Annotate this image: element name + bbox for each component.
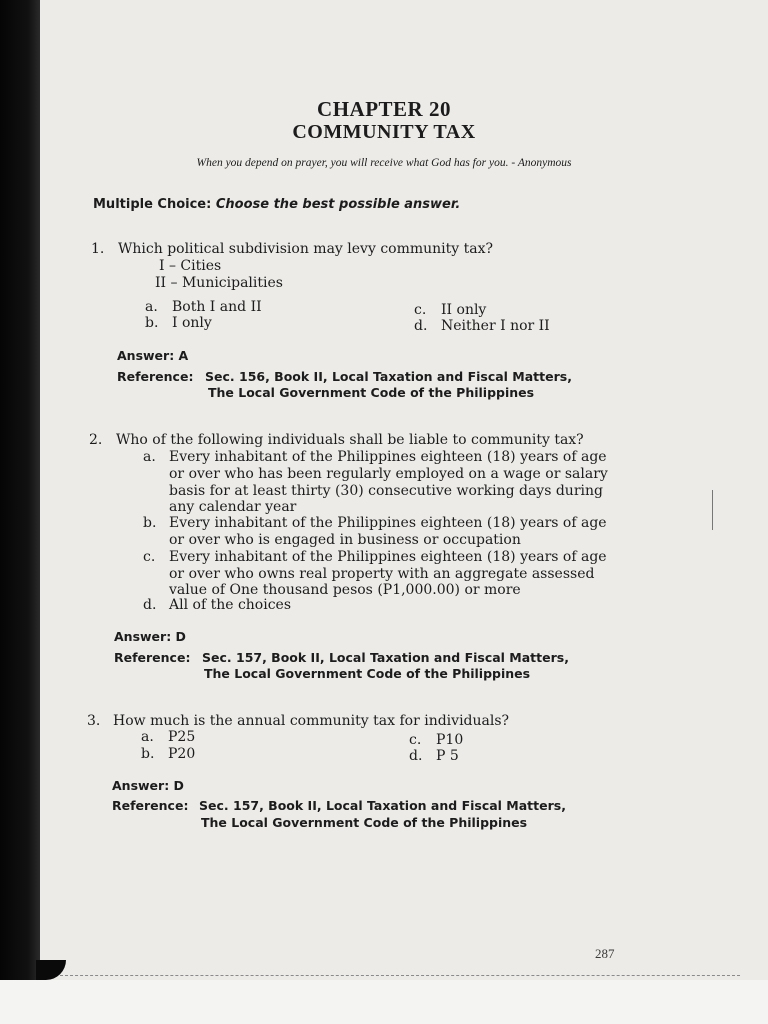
- choice-letter: d.: [414, 318, 428, 334]
- choice-letter: b.: [141, 746, 155, 762]
- choice-text: any calendar year: [169, 499, 297, 515]
- choice-text: basis for at least thirty (30) consecutive working days during: [169, 483, 603, 499]
- question-number: 2.: [89, 432, 103, 448]
- question-number: 3.: [87, 713, 101, 729]
- choice-text: Both I and II: [172, 299, 262, 315]
- reference-label: Reference:: [112, 798, 189, 813]
- answer-label: Answer: D: [114, 629, 186, 644]
- choice-letter: d.: [409, 748, 423, 764]
- choice-text: I only: [172, 315, 212, 331]
- chapter-subtitle: COMMUNITY TAX: [292, 121, 476, 143]
- instructions-label: Multiple Choice:: [93, 197, 212, 212]
- choice-letter: a.: [145, 299, 158, 315]
- reference-line: The Local Government Code of the Philippines: [204, 666, 531, 681]
- choice-text: Neither I nor II: [441, 318, 550, 334]
- choice-text: value of One thousand pesos (P1,000.00) or more: [169, 582, 521, 598]
- choice-letter: d.: [143, 597, 157, 613]
- question-item: II – Municipalities: [155, 275, 283, 291]
- choice-text: P10: [436, 732, 464, 748]
- reference-label: Reference:: [117, 369, 194, 384]
- page-number: 287: [595, 946, 615, 961]
- answer-label: Answer: A: [117, 348, 189, 363]
- choice-letter: b.: [143, 515, 157, 531]
- reference-line: The Local Government Code of the Philippines: [208, 385, 535, 400]
- instructions: [93, 197, 460, 212]
- choice-text: P20: [168, 746, 196, 762]
- reference-line: Sec. 156, Book II, Local Taxation and Fiscal Matters,: [205, 369, 572, 384]
- question-text: Which political subdivision may levy community tax?: [118, 241, 494, 257]
- reference-line: Sec. 157, Book II, Local Taxation and Fiscal Matters,: [202, 650, 569, 665]
- choice-text: P25: [168, 729, 196, 745]
- reference-line: The Local Government Code of the Philippines: [201, 815, 528, 830]
- choice-letter: c.: [409, 732, 422, 748]
- reference-line: Sec. 157, Book II, Local Taxation and Fiscal Matters,: [199, 798, 566, 813]
- choice-text: P 5: [436, 748, 459, 764]
- reference-label: Reference:: [114, 650, 191, 665]
- question-item: I – Cities: [159, 258, 222, 274]
- choice-letter: a.: [143, 449, 156, 465]
- choice-text: or over who owns real property with an aggregate assessed: [169, 566, 595, 582]
- choice-text: Every inhabitant of the Philippines eighteen (18) years of age: [169, 515, 607, 531]
- answer-label: Answer: D: [112, 778, 184, 793]
- question-number: 1.: [91, 241, 105, 257]
- choice-letter: c.: [414, 302, 427, 318]
- choice-letter: c.: [143, 549, 156, 565]
- choice-text: II only: [441, 302, 487, 318]
- choice-text: or over who is engaged in business or occupation: [169, 532, 521, 548]
- epigraph: When you depend on prayer, you will receive what God has for you. - Anonymous: [196, 157, 572, 169]
- chapter-title: CHAPTER 20: [317, 97, 451, 121]
- choice-text: Every inhabitant of the Philippines eighteen (18) years of age: [169, 449, 607, 465]
- question-text: Who of the following individuals shall be liable to community tax?: [116, 432, 584, 448]
- choice-letter: b.: [145, 315, 159, 331]
- choice-text: or over who has been regularly employed on a wage or salary: [169, 466, 608, 482]
- choice-letter: a.: [141, 729, 154, 745]
- choice-text: All of the choices: [169, 597, 292, 613]
- instructions-text: Choose the best possible answer.: [215, 197, 461, 212]
- choice-text: Every inhabitant of the Philippines eighteen (18) years of age: [169, 549, 607, 565]
- question-text: How much is the annual community tax for individuals?: [113, 713, 510, 729]
